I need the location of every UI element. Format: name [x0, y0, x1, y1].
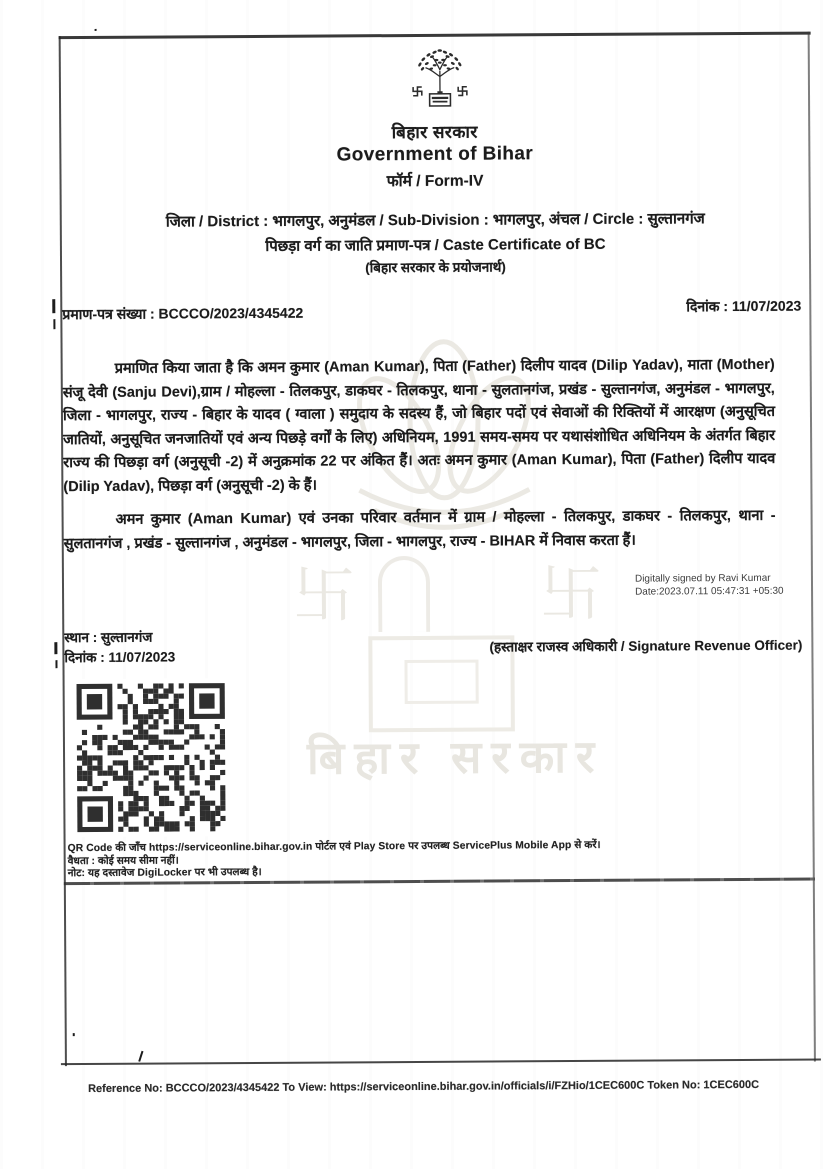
certificate-number: प्रमाण-पत्र संख्या : BCCCO/2023/4345422 — [62, 304, 304, 323]
qr-verification-note: QR Code की जाँच https://serviceonline.bihar.gov.in पोर्टल एवं Play Store पर उपलब्ध ServicePlus Mobile App से करें। — [67, 839, 601, 855]
title-hindi: बिहार सरकार — [391, 122, 478, 143]
digital-signature-line2: Date:2023.07.11 05:47:31 +05:30 — [635, 585, 784, 598]
qr-code — [71, 678, 232, 837]
scan-artifact — [73, 1033, 75, 1036]
frame-watermark-inner — [404, 660, 478, 704]
bihar-government-emblem-icon — [395, 42, 485, 121]
place-line: स्थान : सुल्तानगंज — [64, 629, 153, 646]
validity-note: वैधता : कोई समय सीमा नहीं। — [67, 855, 179, 868]
issue-date: दिनांक : 11/07/2023 — [686, 297, 802, 315]
purpose-line: (बिहार सरकार के प्रयोजनार्थ) — [365, 259, 506, 276]
scan-artifact — [55, 660, 57, 668]
district-line: जिला / District : भागलपुर, अनुमंडल / Sub-Division : भागलपुर, अंचल / Circle : सुल्तानगंज — [165, 210, 705, 231]
watermark-text: बिहार सरकार — [306, 730, 605, 784]
arch-watermark-icon — [378, 556, 430, 632]
digital-signature-block — [635, 572, 784, 599]
certificate-body-paragraph-1: प्रमाणित किया जाता है कि अमन कुमार (Aman Kumar), पिता (Father) दिलीप यादव (Dilip Yadav), माता (Mother) संजू देवी (Sanju Devi),ग्राम / मोहल्ला - तिलकपुर, डाकघर - तिलकपुर, थाना - सुलतानगंज, प्रखंड - सुल्तानगंज, अनुमंडल - भागलपुर, जिला - भागलपुर, राज्य - बिहार के यादव ( ग्वाला ) समुदाय के सदस्य हैं, जो बिहार पदों एवं सेवाओं की रिक्तियों में आरक्षण (अनुसूचित जातियों, अनुसूचित जनजातियों एवं अन्य पिछड़े वर्गों के लिए) अधिनियम, 1991 समय-समय पर यथासंशोधित अधिनियम के अंतर्गत बिहार राज्य की पिछड़ा वर्ग (अनुसूची -2) में अनुक्रमांक 22 पर अंकित हैं। अतः अमन कुमार (Aman Kumar), पिता (Father) दिलीप यादव (Dilip Yadav), पिछड़ा वर्ग (अनुसूची -2) के हैं। — [62, 356, 776, 495]
scan-artifact — [54, 642, 57, 654]
swastika-watermark-right-icon: 卐 — [539, 559, 603, 630]
title-english: Government of Bihar — [336, 143, 534, 166]
swastika-watermark-left-icon: 卐 — [292, 561, 356, 631]
form-number-line: फॉर्म / Form-IV — [386, 172, 484, 191]
scan-artifact — [138, 1051, 143, 1062]
revenue-officer-signature-line: (हस्ताक्षर राजस्व अधिकारी / Signature Revenue Officer) — [489, 637, 803, 655]
certificate-title: पिछड़ा वर्ग का जाति प्रमाण-पत्र / Caste Certificate of BC — [265, 235, 606, 255]
certificate-body-paragraph-2: अमन कुमार (Aman Kumar) एवं उनका परिवार वर्तमान में ग्राम / मोहल्ला - तिलकपुर, डाकघर - तिलकपुर, थाना - सुलतानगंज , प्रखंड - सुल्तानगंज , अनुमंडल - भागलपुर, जिला - भागलपुर, राज्य - BIHAR में निवास करता हैं। — [63, 507, 776, 552]
signature-date-line: दिनांक : 11/07/2023 — [64, 649, 176, 666]
digilocker-note: नोट: यह दस्तावेज DigiLocker पर भी उपलब्ध है। — [67, 866, 262, 880]
digital-signature-line1: Digitally signed by Ravi Kumar — [634, 572, 771, 585]
scan-artifact — [53, 319, 55, 329]
frame-border-top — [59, 32, 811, 40]
reference-line: Reference No: BCCCO/2023/4345422 To View: https://serviceonline.bihar.gov.in/officials/i/FZHio/1CEC600C Token No: 1CEC600C — [88, 1078, 760, 1095]
scan-artifact — [52, 299, 55, 313]
scan-artifact — [95, 29, 97, 31]
frame-border-bottom — [61, 1059, 821, 1066]
